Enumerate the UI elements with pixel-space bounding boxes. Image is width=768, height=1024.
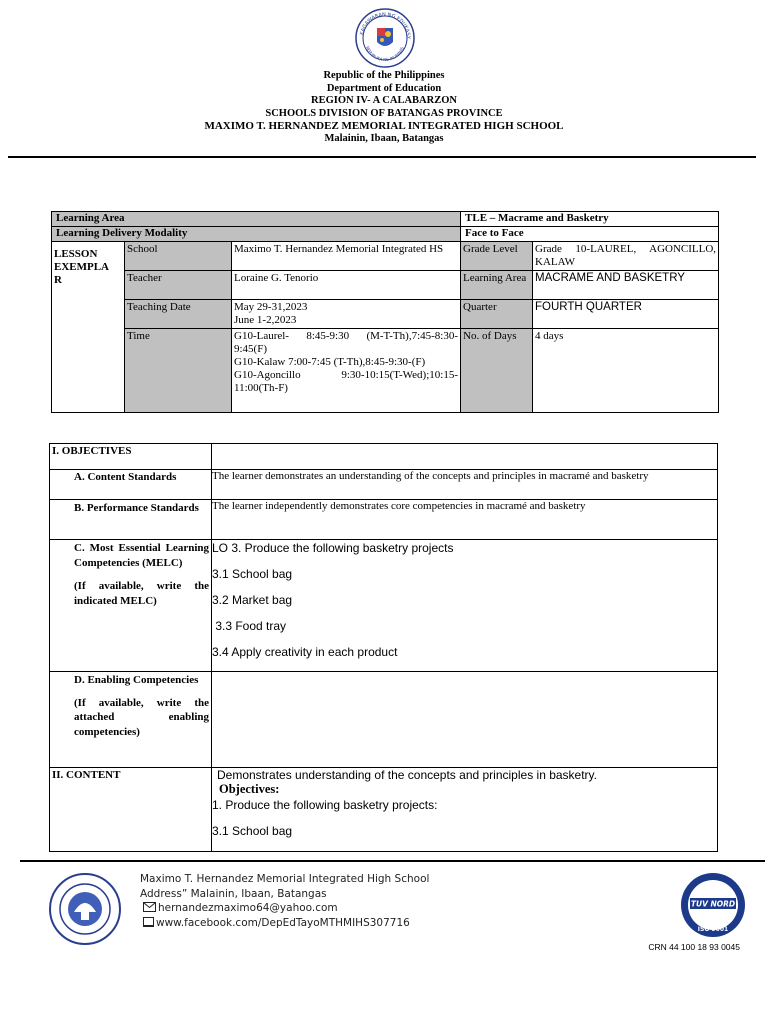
computer-icon bbox=[143, 917, 154, 927]
header-department: Department of Education bbox=[326, 82, 442, 94]
modality-value: Face to Face bbox=[461, 227, 719, 242]
teacher-label: Teacher bbox=[125, 271, 232, 300]
learning-area2-label: Learning Area bbox=[461, 271, 533, 300]
svg-text:TUV NORD: TUV NORD bbox=[690, 899, 736, 909]
melc-item: LO 3. Produce the following basketry projects bbox=[212, 541, 454, 555]
header-divider bbox=[8, 156, 756, 158]
footer-facebook[interactable]: www.facebook.com/DepEdTayoMTHMIHS307716 bbox=[156, 916, 410, 929]
footer-email[interactable]: hernandezmaximo64@yahoo.com bbox=[158, 902, 338, 914]
melc-item: 3.1 School bag bbox=[212, 567, 293, 581]
time-label: Time bbox=[125, 329, 232, 413]
enabling-note: (If available, write the attached enabling competencies) bbox=[74, 696, 209, 738]
school-value: Maximo T. Hernandez Memorial Integrated HS bbox=[232, 242, 461, 271]
objectives-heading-blank bbox=[212, 444, 718, 470]
school-label: School bbox=[125, 242, 232, 271]
quarter-value: FOURTH QUARTER bbox=[533, 300, 719, 329]
footer-email-row bbox=[140, 901, 429, 916]
grade-level-value: Grade 10-LAUREL, AGONCILLO, KALAW bbox=[533, 242, 719, 271]
content-line: Demonstrates understanding of the concepts and principles in basketry. bbox=[217, 768, 597, 782]
melc-note: (If available, write the indicated MELC) bbox=[74, 580, 209, 607]
teaching-date-line-2: June 1-2,2023 bbox=[234, 314, 297, 326]
content-body bbox=[212, 768, 718, 852]
time-laurel: G10-Laurel- 8:45-9:30 (M-T-Th),7:45-8:30-9:45(F) bbox=[234, 330, 459, 355]
objectives-heading: I. OBJECTIVES bbox=[50, 444, 212, 470]
footer-school-name: Maximo T. Hernandez Memorial Integrated High School bbox=[140, 873, 430, 885]
melc-label-cell bbox=[50, 540, 212, 672]
certificate-number: CRN 44 100 18 93 0045 bbox=[648, 942, 740, 952]
footer-facebook-row bbox=[140, 916, 429, 931]
content-standards-label: A. Content Standards bbox=[50, 470, 212, 500]
time-value bbox=[232, 329, 461, 413]
modality-label: Learning Delivery Modality bbox=[52, 227, 461, 242]
footer-divider bbox=[20, 860, 765, 862]
enabling-label-cell bbox=[50, 672, 212, 768]
content-standards-text: The learner demonstrates an understanding of the concepts and principles in macramé and basketry bbox=[212, 470, 718, 500]
performance-standards-text: The learner independently demonstrates core competencies in macramé and basketry bbox=[212, 500, 718, 540]
lesson-exemplar-label: LESSON EXEMPLA R bbox=[52, 242, 125, 413]
footer-contact bbox=[140, 872, 429, 930]
footer-address: Address” Malainin, Ibaan, Batangas bbox=[140, 887, 327, 900]
svg-text:KAGAWARAN NG EDUKASYON: KAGAWARAN NG EDUKASY bbox=[359, 11, 412, 39]
melc-item: 3.3 Food tray bbox=[212, 619, 287, 633]
days-label: No. of Days bbox=[461, 329, 533, 413]
content-objectives-label: Objectives: bbox=[219, 782, 280, 796]
teacher-value: Loraine G. Tenorio bbox=[232, 271, 461, 300]
melc-item: 3.4 Apply creativity in each product bbox=[212, 645, 398, 659]
grade-level-label: Grade Level bbox=[461, 242, 533, 271]
learning-area-value: TLE – Macrame and Basketry bbox=[461, 212, 719, 227]
header-region: REGION IV- A CALABARZON bbox=[311, 95, 457, 106]
svg-text:ISO 9001: ISO 9001 bbox=[697, 926, 729, 933]
header-address: Malainin, Ibaan, Batangas bbox=[324, 132, 444, 144]
svg-text:REPUBLIKA NG PILIPINAS: REPUBLIKA NG PILIPINAS bbox=[364, 45, 405, 63]
teaching-date-label: Teaching Date bbox=[125, 300, 232, 329]
deped-seal bbox=[355, 8, 415, 68]
content-item: 1. Produce the following basketry projects: bbox=[212, 798, 438, 812]
tuv-nord-iso-logo bbox=[680, 872, 746, 938]
envelope-icon bbox=[143, 902, 156, 912]
content-item: 3.1 School bag bbox=[212, 824, 293, 838]
learning-area-label: Learning Area bbox=[52, 212, 461, 227]
learning-area2-value: MACRAME AND BASKETRY bbox=[533, 271, 719, 300]
page-footer bbox=[0, 860, 768, 1024]
time-kalaw: G10-Kalaw 7:00-7:45 (T-Th),8:45-9:30-(F) bbox=[234, 356, 426, 368]
enabling-label: D. Enabling Competencies bbox=[74, 674, 199, 686]
content-heading: II. CONTENT bbox=[50, 768, 212, 852]
school-logo bbox=[48, 872, 122, 946]
teaching-date-value bbox=[232, 300, 461, 329]
lesson-info-table bbox=[51, 211, 719, 413]
objectives-table bbox=[49, 443, 718, 852]
melc-label: C. Most Essential Learning Competencies (MELC) bbox=[74, 542, 209, 569]
teaching-date-line-1: May 29-31,2023 bbox=[234, 301, 308, 313]
enabling-competencies-blank bbox=[212, 672, 718, 768]
melc-item: 3.2 Market bag bbox=[212, 593, 293, 607]
melc-items bbox=[212, 540, 718, 672]
header-school: MAXIMO T. HERNANDEZ MEMORIAL INTEGRATED HIGH SCHOOL bbox=[204, 120, 564, 132]
quarter-label: Quarter bbox=[461, 300, 533, 329]
days-value: 4 days bbox=[533, 329, 719, 413]
header-republic: Republic of the Philippines bbox=[323, 70, 445, 81]
header-division: SCHOOLS DIVISION OF BATANGAS PROVINCE bbox=[265, 107, 503, 119]
letterhead bbox=[0, 70, 768, 145]
performance-standards-label: B. Performance Standards bbox=[50, 500, 212, 540]
time-agoncillo: G10-Agoncillo 9:30-10:15(T-Wed);10:15-11:00(Th-F) bbox=[234, 369, 459, 394]
